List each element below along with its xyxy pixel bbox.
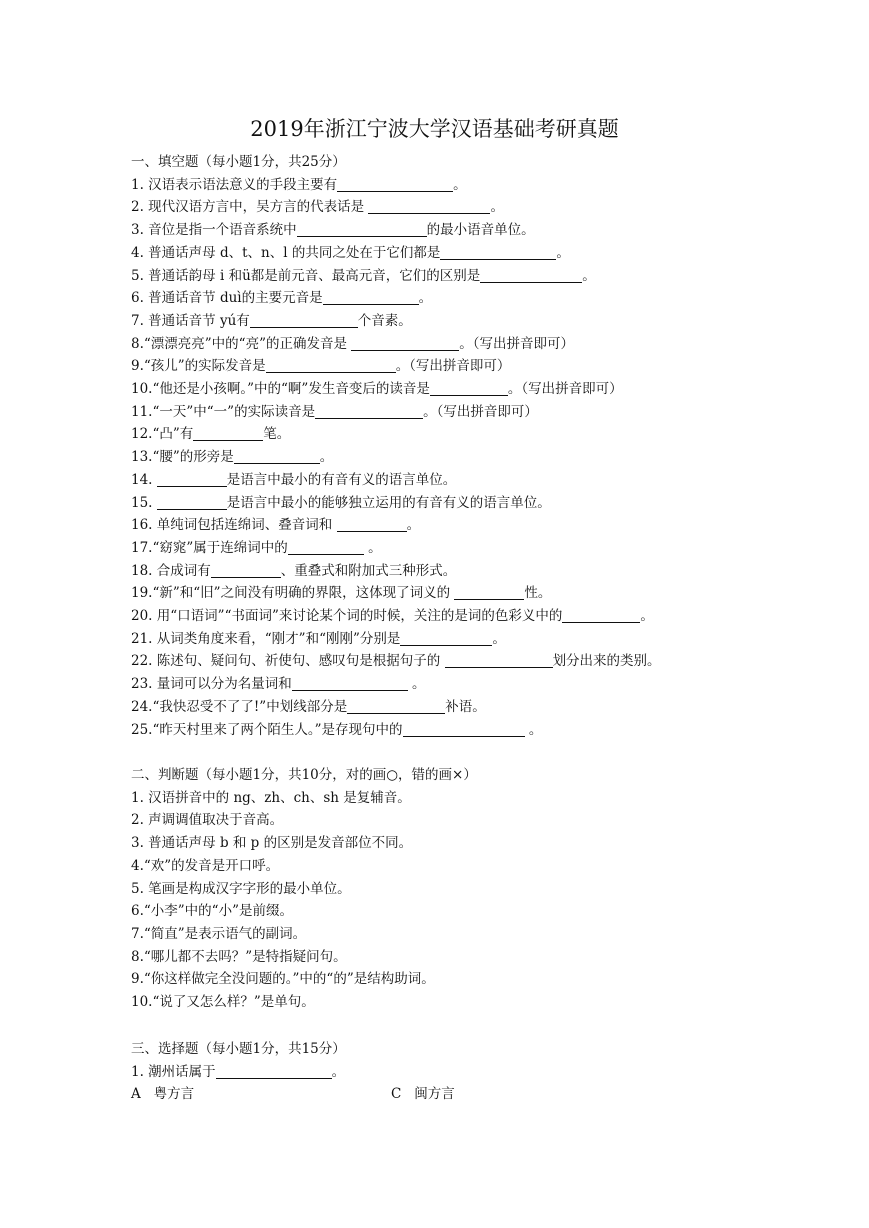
- option-a: A 粤方言: [131, 1086, 195, 1103]
- fill-question: [131, 470, 851, 490]
- question-text: 22. 陈述句、疑问句、祈使句、感叹句是根据句子的: [131, 653, 445, 670]
- question-text: 20. 用“口语词”“书面词”来讨论某个词的时候，关注的是词的色彩义中的: [131, 608, 563, 624]
- fill-question: [131, 379, 851, 399]
- question-suffix: 。（写出拼音即可）: [459, 335, 575, 352]
- fill-question: [131, 674, 851, 694]
- fill-question: [131, 356, 851, 376]
- fill-question: [131, 538, 851, 558]
- question-suffix: 。: [582, 267, 596, 284]
- answer-blank[interactable]: [454, 584, 524, 600]
- question-suffix: 。: [319, 449, 334, 466]
- question-text: 21. 从词类角度来看，“刚才”和“刚刚”分别是: [131, 630, 401, 647]
- question-suffix: 。: [640, 608, 654, 624]
- fill-question: [131, 515, 851, 535]
- answer-blank[interactable]: [368, 198, 490, 214]
- fill-question: [131, 197, 851, 217]
- answer-blank[interactable]: [288, 539, 364, 555]
- fill-question: [131, 288, 851, 308]
- fill-question: [131, 651, 851, 671]
- question-text: 25.“昨天村里来了两个陌生人。”是存现句中的: [131, 721, 403, 738]
- judge-question: 7.“简直”是表示语气的副词。: [131, 925, 307, 942]
- question-text: 9.“孩儿”的实际发音是: [131, 358, 266, 375]
- answer-blank[interactable]: [216, 1063, 332, 1079]
- answer-blank[interactable]: [292, 675, 408, 691]
- question-text: 8.“漂漂亮亮”中的“亮”的正确发音是: [131, 335, 352, 352]
- fill-question: [131, 220, 851, 240]
- judge-question: 6.“小李”中的“小”是前缀。: [131, 903, 293, 920]
- fill-question: [131, 334, 851, 354]
- fill-question: [131, 402, 851, 422]
- question-text: 15.: [131, 494, 157, 511]
- choice-section-heading: 三、选择题（每小题1分，共15分）: [131, 1041, 346, 1057]
- answer-blank[interactable]: [400, 630, 492, 646]
- answer-blank[interactable]: [445, 652, 553, 668]
- question-suffix: 。: [492, 630, 506, 647]
- answer-blank[interactable]: [157, 494, 227, 510]
- answer-blank[interactable]: [193, 425, 263, 441]
- question-text: 1. 汉语表示语法意义的手段主要有: [131, 176, 338, 193]
- question-text: 7. 普通话音节 yú有: [131, 312, 250, 329]
- question-text: 12.“凸”有: [131, 426, 194, 443]
- question-suffix: 、重叠式和附加式三种形式。: [280, 562, 457, 579]
- judge-question: 4.“欢”的发音是开口呼。: [131, 857, 280, 874]
- question-suffix: 。: [490, 199, 504, 216]
- question-suffix: 。: [363, 539, 382, 556]
- choice-question: [131, 1062, 851, 1082]
- answer-blank[interactable]: [234, 448, 320, 464]
- fill-question: [131, 493, 851, 513]
- question-text: 19.“新”和“旧”之间没有明确的界限，这体现了词义的: [131, 585, 455, 602]
- question-suffix: 。: [407, 676, 426, 693]
- fill-question: [131, 583, 851, 603]
- question-suffix: 。: [524, 721, 543, 738]
- question-text: 5. 普通话韵母 i 和ü都是前元音、最高元音，它们的区别是: [131, 267, 481, 284]
- question-suffix: 。（写出拼音即可）: [423, 403, 538, 420]
- answer-blank[interactable]: [403, 721, 525, 737]
- question-suffix: 笔。: [263, 426, 291, 443]
- fill-question: [131, 447, 851, 467]
- answer-blank[interactable]: [337, 516, 407, 532]
- fill-question: [131, 561, 851, 581]
- question-text: 2. 现代汉语方言中，吴方言的代表话是: [131, 199, 369, 216]
- fill-question: [131, 311, 851, 331]
- question-suffix: 。: [556, 244, 570, 261]
- question-text: 16. 单纯词包括连绵词、叠音词和: [131, 517, 337, 534]
- question-suffix: 个音素。: [357, 312, 412, 329]
- judge-question: 3. 普通话声母 b 和 p 的区别是发音部位不同。: [131, 835, 413, 852]
- question-text: 17.“窈窕”属于连绵词中的: [131, 539, 288, 556]
- fill-question: [131, 424, 851, 444]
- page-title: 2019年浙江宁波大学汉语基础考研真题: [250, 117, 619, 141]
- question-text: 11.“一天”中“一”的实际读音是: [131, 403, 316, 420]
- answer-blank[interactable]: [347, 698, 445, 714]
- answer-blank[interactable]: [337, 176, 453, 192]
- fill-section-heading: 一、填空题（每小题1分，共25分）: [131, 154, 346, 170]
- answer-blank[interactable]: [157, 471, 227, 487]
- answer-blank[interactable]: [430, 380, 508, 396]
- question-suffix: 。: [453, 176, 467, 193]
- question-suffix: 。: [406, 517, 421, 534]
- question-text: 18. 合成词有: [131, 562, 211, 579]
- judge-question: 8.“哪儿都不去吗？”是特指疑问句。: [131, 948, 347, 965]
- fill-question: [131, 266, 851, 286]
- answer-blank[interactable]: [440, 244, 556, 260]
- answer-blank[interactable]: [211, 562, 281, 578]
- question-suffix: 是语言中最小的有音有义的语言单位。: [226, 471, 457, 488]
- question-text: 6. 普通话音节 duì的主要元音是: [131, 290, 323, 307]
- answer-blank[interactable]: [250, 312, 358, 328]
- fill-question: [131, 720, 851, 740]
- judge-question: 1. 汉语拼音中的 ng、zh、ch、sh 是复辅音。: [131, 789, 411, 806]
- option-c: C 闽方言: [391, 1086, 455, 1103]
- question-text: 4. 普通话声母 d、t、n、l 的共同之处在于它们都是: [131, 244, 441, 261]
- fill-question: [131, 606, 851, 626]
- question-suffix: 性。: [524, 585, 552, 602]
- answer-blank[interactable]: [562, 607, 640, 623]
- question-suffix: 。: [418, 290, 433, 307]
- judge-question: 9.“你这样做完全没问题的。”中的“的”是结构助词。: [131, 971, 435, 988]
- question-suffix: 是语言中最小的能够独立运用的有音有义的语言单位。: [226, 494, 551, 511]
- question-suffix: 补语。: [445, 698, 486, 715]
- judge-section-heading: 二、判断题（每小题1分，共10分，对的画○，错的画×）: [131, 767, 477, 783]
- answer-blank[interactable]: [480, 267, 582, 283]
- fill-question: [131, 243, 851, 263]
- answer-blank[interactable]: [266, 357, 396, 373]
- question-text: 10.“他还是小孩啊。”中的“啊”发生音变后的读音是: [131, 381, 430, 397]
- choice-options: [131, 1084, 851, 1104]
- fill-question: [131, 175, 851, 195]
- question-text: 23. 量词可以分为名量词和: [131, 676, 292, 693]
- answer-blank[interactable]: [323, 289, 419, 305]
- question-text: 14.: [131, 471, 157, 488]
- question-text: 24.“我快忍受不了了!”中划线部分是: [131, 698, 348, 715]
- judge-question: 5. 笔画是构成汉字字形的最小单位。: [131, 880, 351, 897]
- judge-question: 10.“说了又怎么样？”是单句。: [131, 994, 315, 1010]
- question-text: 13.“腰”的形旁是: [131, 449, 234, 466]
- question-suffix: 。（写出拼音即可）: [507, 381, 623, 397]
- answer-blank[interactable]: [351, 335, 459, 351]
- judge-question: 2. 声调调值取决于音高。: [131, 812, 284, 829]
- question-text: 1. 潮州话属于: [131, 1063, 216, 1080]
- answer-blank[interactable]: [315, 403, 423, 419]
- question-suffix: 的最小语音单位。: [426, 222, 535, 239]
- question-text: 3. 音位是指一个语音系统中: [131, 222, 297, 239]
- fill-question: [131, 629, 851, 649]
- question-suffix: 划分出来的类别。: [552, 653, 661, 670]
- fill-question: [131, 697, 851, 717]
- question-suffix: 。（写出拼音即可）: [395, 358, 511, 375]
- answer-blank[interactable]: [297, 221, 427, 237]
- question-suffix: 。: [331, 1063, 346, 1080]
